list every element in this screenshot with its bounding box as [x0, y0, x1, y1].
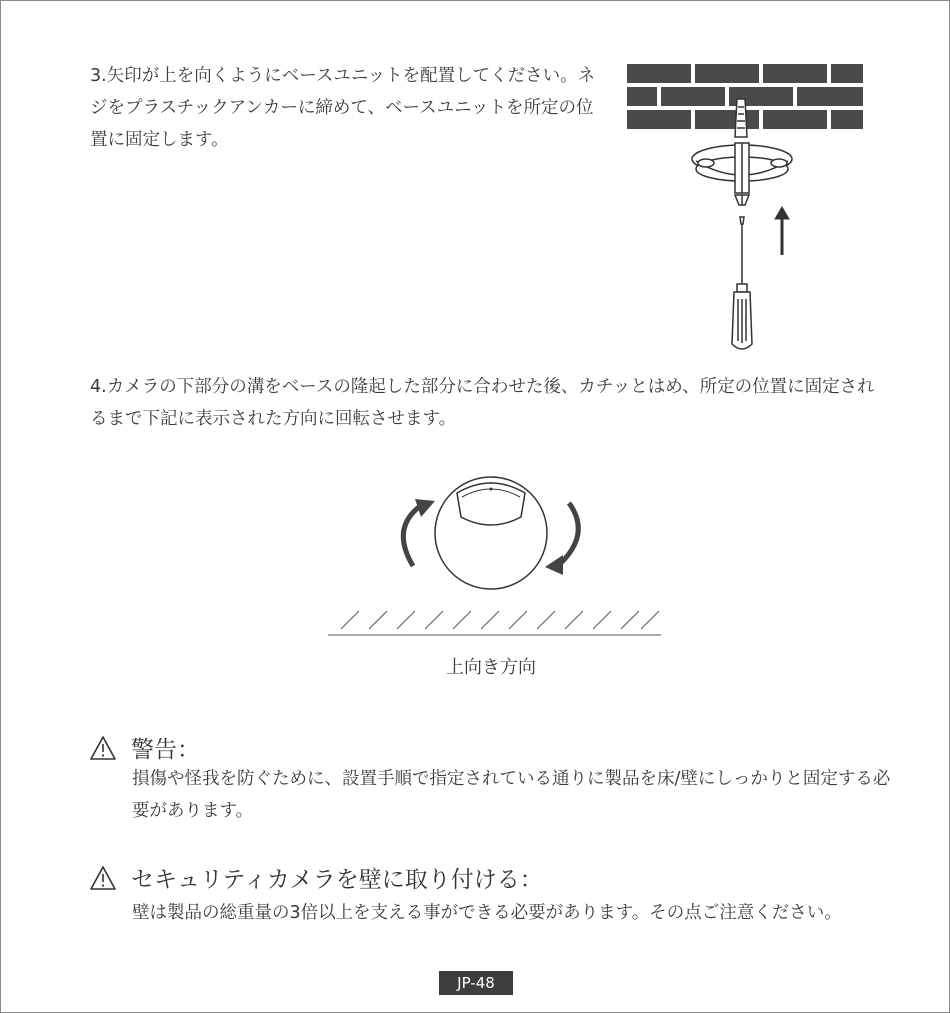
base-mount-illustration	[621, 59, 871, 359]
rotation-illustration	[321, 471, 666, 646]
brick-wall-screw-icon	[621, 59, 871, 359]
camera-rotate-icon	[321, 471, 666, 646]
wall-mount-body: 壁は製品の総重量の3倍以上を支える事ができる必要があります。その点ご注意ください。	[132, 903, 842, 923]
step-3-instruction: 3.矢印が上を向くようにベースユニットを配置してください。ネジをプラスチックアンカーに締めて、ベースユニットを所定の位置に固定します。	[90, 66, 596, 150]
figure-caption: 上向き方向	[446, 657, 536, 678]
warning-title: 警告：	[131, 737, 200, 763]
page-number-badge: JP-48	[439, 971, 513, 995]
warning-heading	[89, 731, 200, 764]
warning-body: 損傷や怪我を防ぐために、設置手順で指定されている通りに製品を床/壁にしっかりと固定する必要があります。	[132, 769, 891, 821]
warning-triangle-icon	[89, 865, 117, 891]
step-4-instruction: 4.カメラの下部分の溝をベースの隆起した部分に合わせた後、カチッとはめ、所定の位置に固定されるまで下記に表示された方向に回転させます。	[90, 377, 875, 429]
warning-triangle-icon	[89, 735, 117, 761]
wall-mount-title: セキュリティカメラを壁に取り付ける：	[131, 867, 543, 893]
wall-mount-heading	[89, 861, 543, 894]
